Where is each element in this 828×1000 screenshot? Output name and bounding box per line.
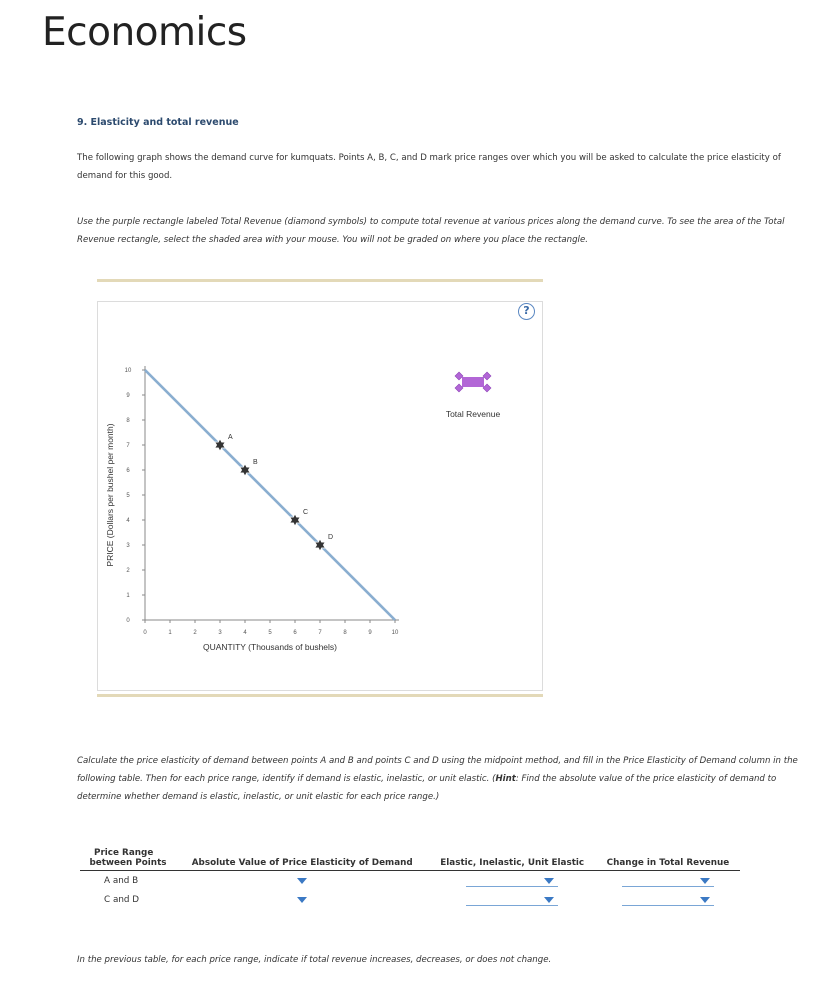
elasticity-dropdown-ab[interactable] — [290, 875, 314, 887]
x-tick-label: 4 — [243, 630, 247, 636]
y-tick-label: 6 — [126, 468, 130, 474]
page-title: Economics — [42, 10, 247, 55]
legend-diamond-marker — [483, 372, 491, 380]
y-tick-label: 10 — [124, 368, 132, 374]
y-tick-label: 0 — [126, 618, 130, 624]
chevron-down-icon — [700, 878, 710, 884]
x-tick-label: 1 — [168, 630, 172, 636]
x-tick-label: 2 — [193, 630, 197, 636]
y-tick-label: 7 — [126, 443, 130, 449]
table-row — [80, 890, 740, 909]
chevron-down-icon — [297, 878, 307, 884]
chevron-down-icon — [700, 897, 710, 903]
elasticity-table — [80, 848, 740, 909]
revenue-change-dropdown-ab[interactable] — [622, 875, 714, 887]
point-a-label: A — [228, 434, 233, 441]
footer-note: In the previous table, for each price range, indicate if total revenue increases, decreases, or does not change. — [77, 955, 552, 965]
x-tick-label: 10 — [391, 630, 399, 636]
x-tick-label: 9 — [368, 630, 372, 636]
header-between-points: between Points — [80, 858, 176, 871]
chevron-down-icon — [544, 897, 554, 903]
chevron-down-icon — [297, 897, 307, 903]
y-tick-label: 9 — [126, 393, 130, 399]
legend-diamond-marker — [455, 372, 463, 380]
x-tick-label: 8 — [343, 630, 347, 636]
legend-diamond-marker — [483, 384, 491, 392]
bottom-divider — [97, 694, 543, 697]
header-elastic-type: Elastic, Inelastic, Unit Elastic — [428, 858, 595, 871]
elasticity-dropdown-cd[interactable] — [290, 894, 314, 906]
y-tick-label: 5 — [126, 493, 130, 499]
x-tick-label: 6 — [293, 630, 297, 636]
question-title: 9. Elasticity and total revenue — [77, 117, 239, 128]
header-price-range: Price Range — [94, 848, 154, 858]
range-cell: A and B — [104, 875, 139, 886]
header-revenue-change: Change in Total Revenue — [596, 858, 740, 871]
revenue-change-dropdown-cd[interactable] — [622, 894, 714, 906]
table-row — [80, 871, 740, 891]
legend-label: Total Revenue — [445, 409, 501, 419]
x-tick-label: 3 — [218, 630, 222, 636]
elastic-type-dropdown-ab[interactable] — [466, 875, 558, 887]
question-intro: The following graph shows the demand curve for kumquats. Points A, B, C, and D mark price ranges over which you will be asked to calculate the price elasticity of demand for this good. — [77, 153, 781, 181]
elastic-type-dropdown-cd[interactable] — [466, 894, 558, 906]
y-tick-label: 8 — [126, 418, 130, 424]
y-tick-label: 2 — [126, 568, 130, 574]
x-tick-label: 5 — [268, 630, 272, 636]
demand-curve — [145, 370, 395, 620]
y-tick-label: 4 — [126, 518, 130, 524]
x-tick-label: 7 — [318, 630, 322, 636]
header-elasticity: Absolute Value of Price Elasticity of Demand — [176, 858, 428, 871]
y-tick-label: 1 — [126, 593, 130, 599]
range-cell: C and D — [104, 894, 140, 905]
graph-instruction: Use the purple rectangle labeled Total Revenue (diamond symbols) to compute total revenue at various prices along the demand curve. To see the area of the Total Revenue rectangle, select the shaded area with your mouse. You will not be graded on where you place the rectangle. — [77, 217, 785, 245]
y-axis-label: PRICE (Dollars per bushel per month) — [105, 423, 115, 567]
point-c-label: C — [303, 509, 309, 516]
point-d-label: D — [328, 534, 334, 541]
point-b-label: B — [253, 459, 258, 466]
help-icon[interactable]: ? — [518, 303, 535, 320]
x-tick-label: 0 — [143, 630, 147, 636]
chevron-down-icon — [544, 878, 554, 884]
total-revenue-tool[interactable] — [455, 372, 491, 392]
legend-diamond-marker — [455, 384, 463, 392]
calc-instruction: Calculate the price elasticity of demand between points A and B and points C and D using the midpoint method, and fill in the Price Elasticity of Demand column in the following table. Then for each price range, identify if demand is elastic, inelastic, or unit elastic. (Hint: Find the absolute value of the price elasticity of demand to determine whether demand is elastic, inelastic, or unit elastic for each price range.) — [77, 756, 798, 802]
x-axis-label: QUANTITY (Thousands of bushels) — [202, 642, 338, 652]
y-tick-label: 3 — [126, 543, 130, 549]
